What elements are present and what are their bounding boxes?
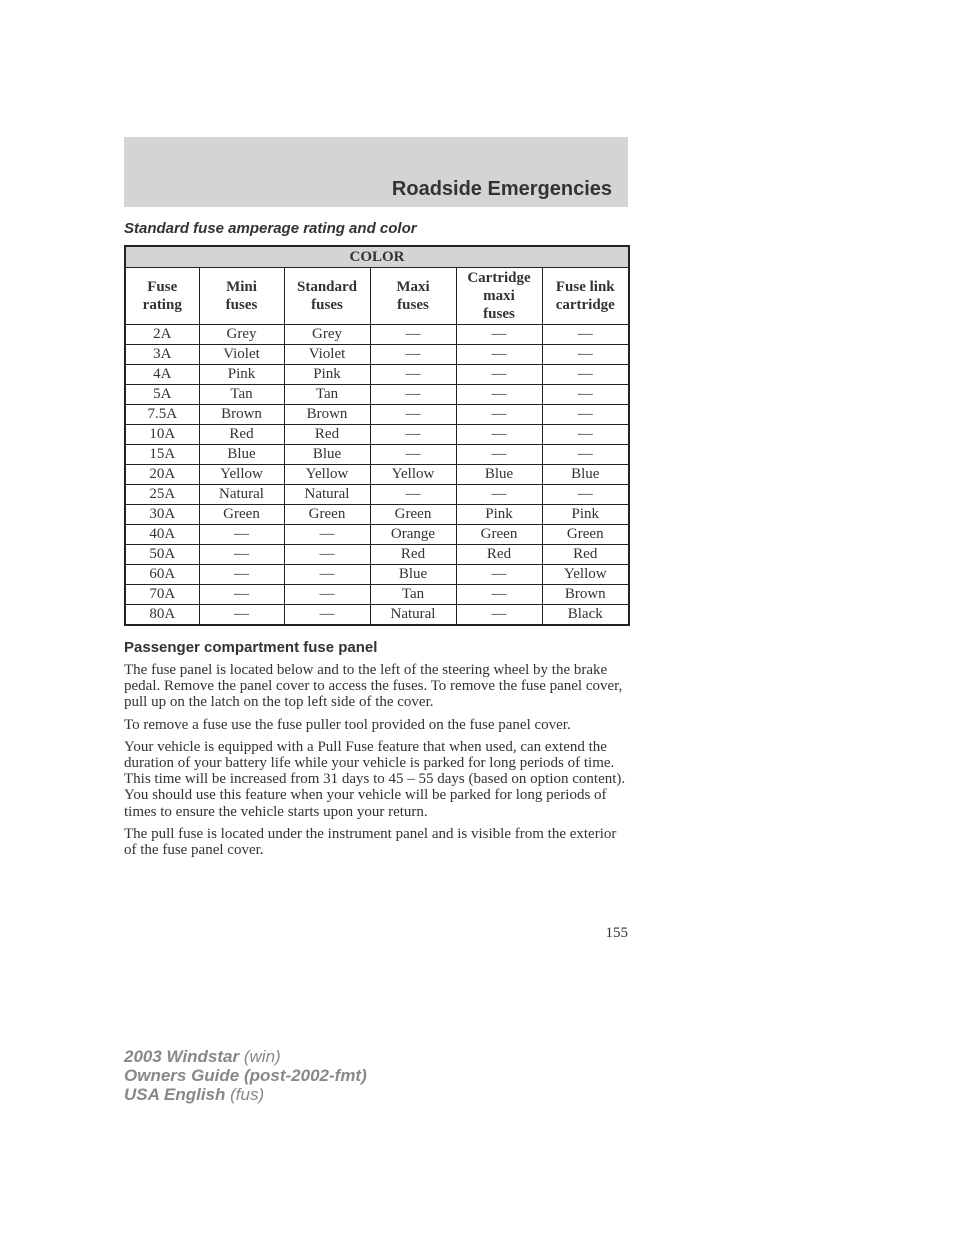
table-cell: 15A [125, 445, 199, 465]
table-cell: 4A [125, 365, 199, 385]
table-cell: Natural [370, 605, 456, 626]
table-cell: Yellow [370, 465, 456, 485]
table-row [125, 505, 629, 525]
table-cell: — [370, 485, 456, 505]
column-header [456, 268, 542, 325]
table-row [125, 425, 629, 445]
table-cell: Red [370, 545, 456, 565]
paragraph: To remove a fuse use the fuse puller tool provided on the fuse panel cover. [124, 716, 571, 733]
page-title: Roadside Emergencies [391, 178, 612, 200]
table-cell: — [542, 365, 629, 385]
table-cell: — [370, 445, 456, 465]
table-cell: 80A [125, 605, 199, 626]
column-header [125, 268, 199, 325]
column-header-line: cartridge [555, 297, 615, 313]
table-cell: 20A [125, 465, 199, 485]
table-cell: Natural [199, 485, 284, 505]
table-cell: Green [542, 525, 629, 545]
table-row [125, 405, 629, 425]
table-cell: Blue [284, 445, 370, 465]
table-cell: — [542, 385, 629, 405]
table-cell: Blue [370, 565, 456, 585]
table-cell: Yellow [542, 565, 629, 585]
footer-line-3: USA English (fus) [124, 1085, 265, 1104]
table-cell: Pink [284, 365, 370, 385]
table-cell: 30A [125, 505, 199, 525]
column-header-line: fuses [311, 297, 343, 313]
column-header-line: Cartridge [467, 270, 531, 286]
table-cell: Brown [199, 405, 284, 425]
table-cell: — [542, 485, 629, 505]
table-cell: Grey [199, 325, 284, 345]
table-cell: — [456, 365, 542, 385]
section-heading: Passenger compartment fuse panel [124, 639, 378, 656]
table-cell: Tan [370, 585, 456, 605]
table-cell: — [284, 585, 370, 605]
table-cell: — [542, 445, 629, 465]
table-cell: — [542, 345, 629, 365]
table-cell: Tan [199, 385, 284, 405]
column-header-line: Fuse link [555, 279, 615, 295]
table-cell: Green [370, 505, 456, 525]
table-cell: Yellow [199, 465, 284, 485]
table-row [125, 345, 629, 365]
table-cell: — [456, 605, 542, 626]
table-cell: — [456, 425, 542, 445]
table-cell: Pink [542, 505, 629, 525]
table-cell: 60A [125, 565, 199, 585]
table-cell: Blue [199, 445, 284, 465]
column-header-line: maxi [483, 288, 515, 304]
fuse-color-table [124, 245, 630, 626]
table-cell: Blue [456, 465, 542, 485]
table-cell: 25A [125, 485, 199, 505]
table-body [125, 325, 629, 626]
table-caption: Standard fuse amperage rating and color [124, 220, 417, 237]
table-cell: — [456, 345, 542, 365]
table-cell: Violet [199, 345, 284, 365]
column-header [284, 268, 370, 325]
table-cell: 3A [125, 345, 199, 365]
table-cell: Red [199, 425, 284, 445]
table-cell: Green [284, 505, 370, 525]
column-header-line: rating [142, 297, 182, 313]
paragraph: Your vehicle is equipped with a Pull Fuse feature that when used, can extend the duration of your battery life while your vehicle is parked for long periods of time. This time will be increased from 31 days to 45 – 55 days (based on option content). You should use this feature when your vehicle will be parked for long periods of times to ensure the vehicle starts upon your return. [124, 738, 626, 820]
table-cell: 2A [125, 325, 199, 345]
table-cell: — [456, 585, 542, 605]
table-cell: — [456, 405, 542, 425]
table-row [125, 565, 629, 585]
table-cell: Brown [284, 405, 370, 425]
table-row [125, 605, 629, 626]
column-header-line: fuses [397, 297, 429, 313]
column-header-line: Maxi [396, 279, 430, 295]
table-cell: Blue [542, 465, 629, 485]
table-row [125, 465, 629, 485]
table-cell: 70A [125, 585, 199, 605]
table-cell: — [542, 405, 629, 425]
table-row [125, 525, 629, 545]
footer-line-1: 2003 Windstar (win) [124, 1047, 281, 1066]
table-cell: Grey [284, 325, 370, 345]
table-row [125, 485, 629, 505]
table-cell: Black [542, 605, 629, 626]
table-cell: — [370, 425, 456, 445]
table-cell: — [370, 385, 456, 405]
table-cell: — [542, 325, 629, 345]
table-cell: 50A [125, 545, 199, 565]
table-cell: — [199, 585, 284, 605]
document-footer [124, 1047, 367, 1104]
table-cell: Red [284, 425, 370, 445]
table-cell: Violet [284, 345, 370, 365]
table-cell: — [456, 565, 542, 585]
table-cell: 5A [125, 385, 199, 405]
table-row [125, 445, 629, 465]
page-number: 155 [605, 925, 628, 941]
column-header-line: Mini [226, 279, 257, 295]
table-cell: Natural [284, 485, 370, 505]
table-cell: Red [456, 545, 542, 565]
table-cell: — [370, 345, 456, 365]
column-header-line: fuses [225, 297, 258, 313]
table-row [125, 585, 629, 605]
table-cell: Pink [199, 365, 284, 385]
header-band [124, 137, 628, 207]
color-group-header: COLOR [125, 246, 629, 268]
table-cell: — [370, 325, 456, 345]
column-header [199, 268, 284, 325]
table-row [125, 365, 629, 385]
table-row [125, 545, 629, 565]
paragraph: The fuse panel is located below and to the left of the steering wheel by the brake pedal. Remove the panel cover to access the fuses. To remove the fuse panel cover, pull up on the latch on the top left side of the cover. [124, 662, 623, 711]
column-header [370, 268, 456, 325]
table-cell: — [199, 605, 284, 626]
column-header-line: fuses [483, 306, 515, 322]
table-cell: — [370, 405, 456, 425]
table-cell: — [284, 525, 370, 545]
table-cell: — [456, 325, 542, 345]
table-cell: Pink [456, 505, 542, 525]
table-cell: — [456, 445, 542, 465]
table-row [125, 325, 629, 345]
table-cell: — [199, 525, 284, 545]
table-cell: — [284, 565, 370, 585]
table-cell: Tan [284, 385, 370, 405]
table-cell: — [199, 545, 284, 565]
table-cell: — [284, 605, 370, 626]
table-cell: Green [456, 525, 542, 545]
table-row [125, 385, 629, 405]
table-cell: — [370, 365, 456, 385]
table-cell: — [199, 565, 284, 585]
table-cell: Red [542, 545, 629, 565]
table-cell: Yellow [284, 465, 370, 485]
table-cell: Orange [370, 525, 456, 545]
table-cell: 40A [125, 525, 199, 545]
table-cell: — [456, 485, 542, 505]
paragraph: The pull fuse is located under the instrument panel and is visible from the exterior of the fuse panel cover. [124, 825, 617, 859]
column-header-line: Standard [296, 279, 358, 295]
column-header-line: Fuse [147, 279, 178, 295]
table-cell: — [542, 425, 629, 445]
table-cell: 10A [125, 425, 199, 445]
table-cell: 7.5A [125, 405, 199, 425]
table-cell: — [284, 545, 370, 565]
table-cell: Brown [542, 585, 629, 605]
column-header [542, 268, 629, 325]
footer-line-2: Owners Guide (post-2002-fmt) [124, 1066, 367, 1085]
column-header-row [125, 268, 629, 325]
table-cell: — [456, 385, 542, 405]
table-cell: Green [199, 505, 284, 525]
body-text [124, 662, 628, 864]
